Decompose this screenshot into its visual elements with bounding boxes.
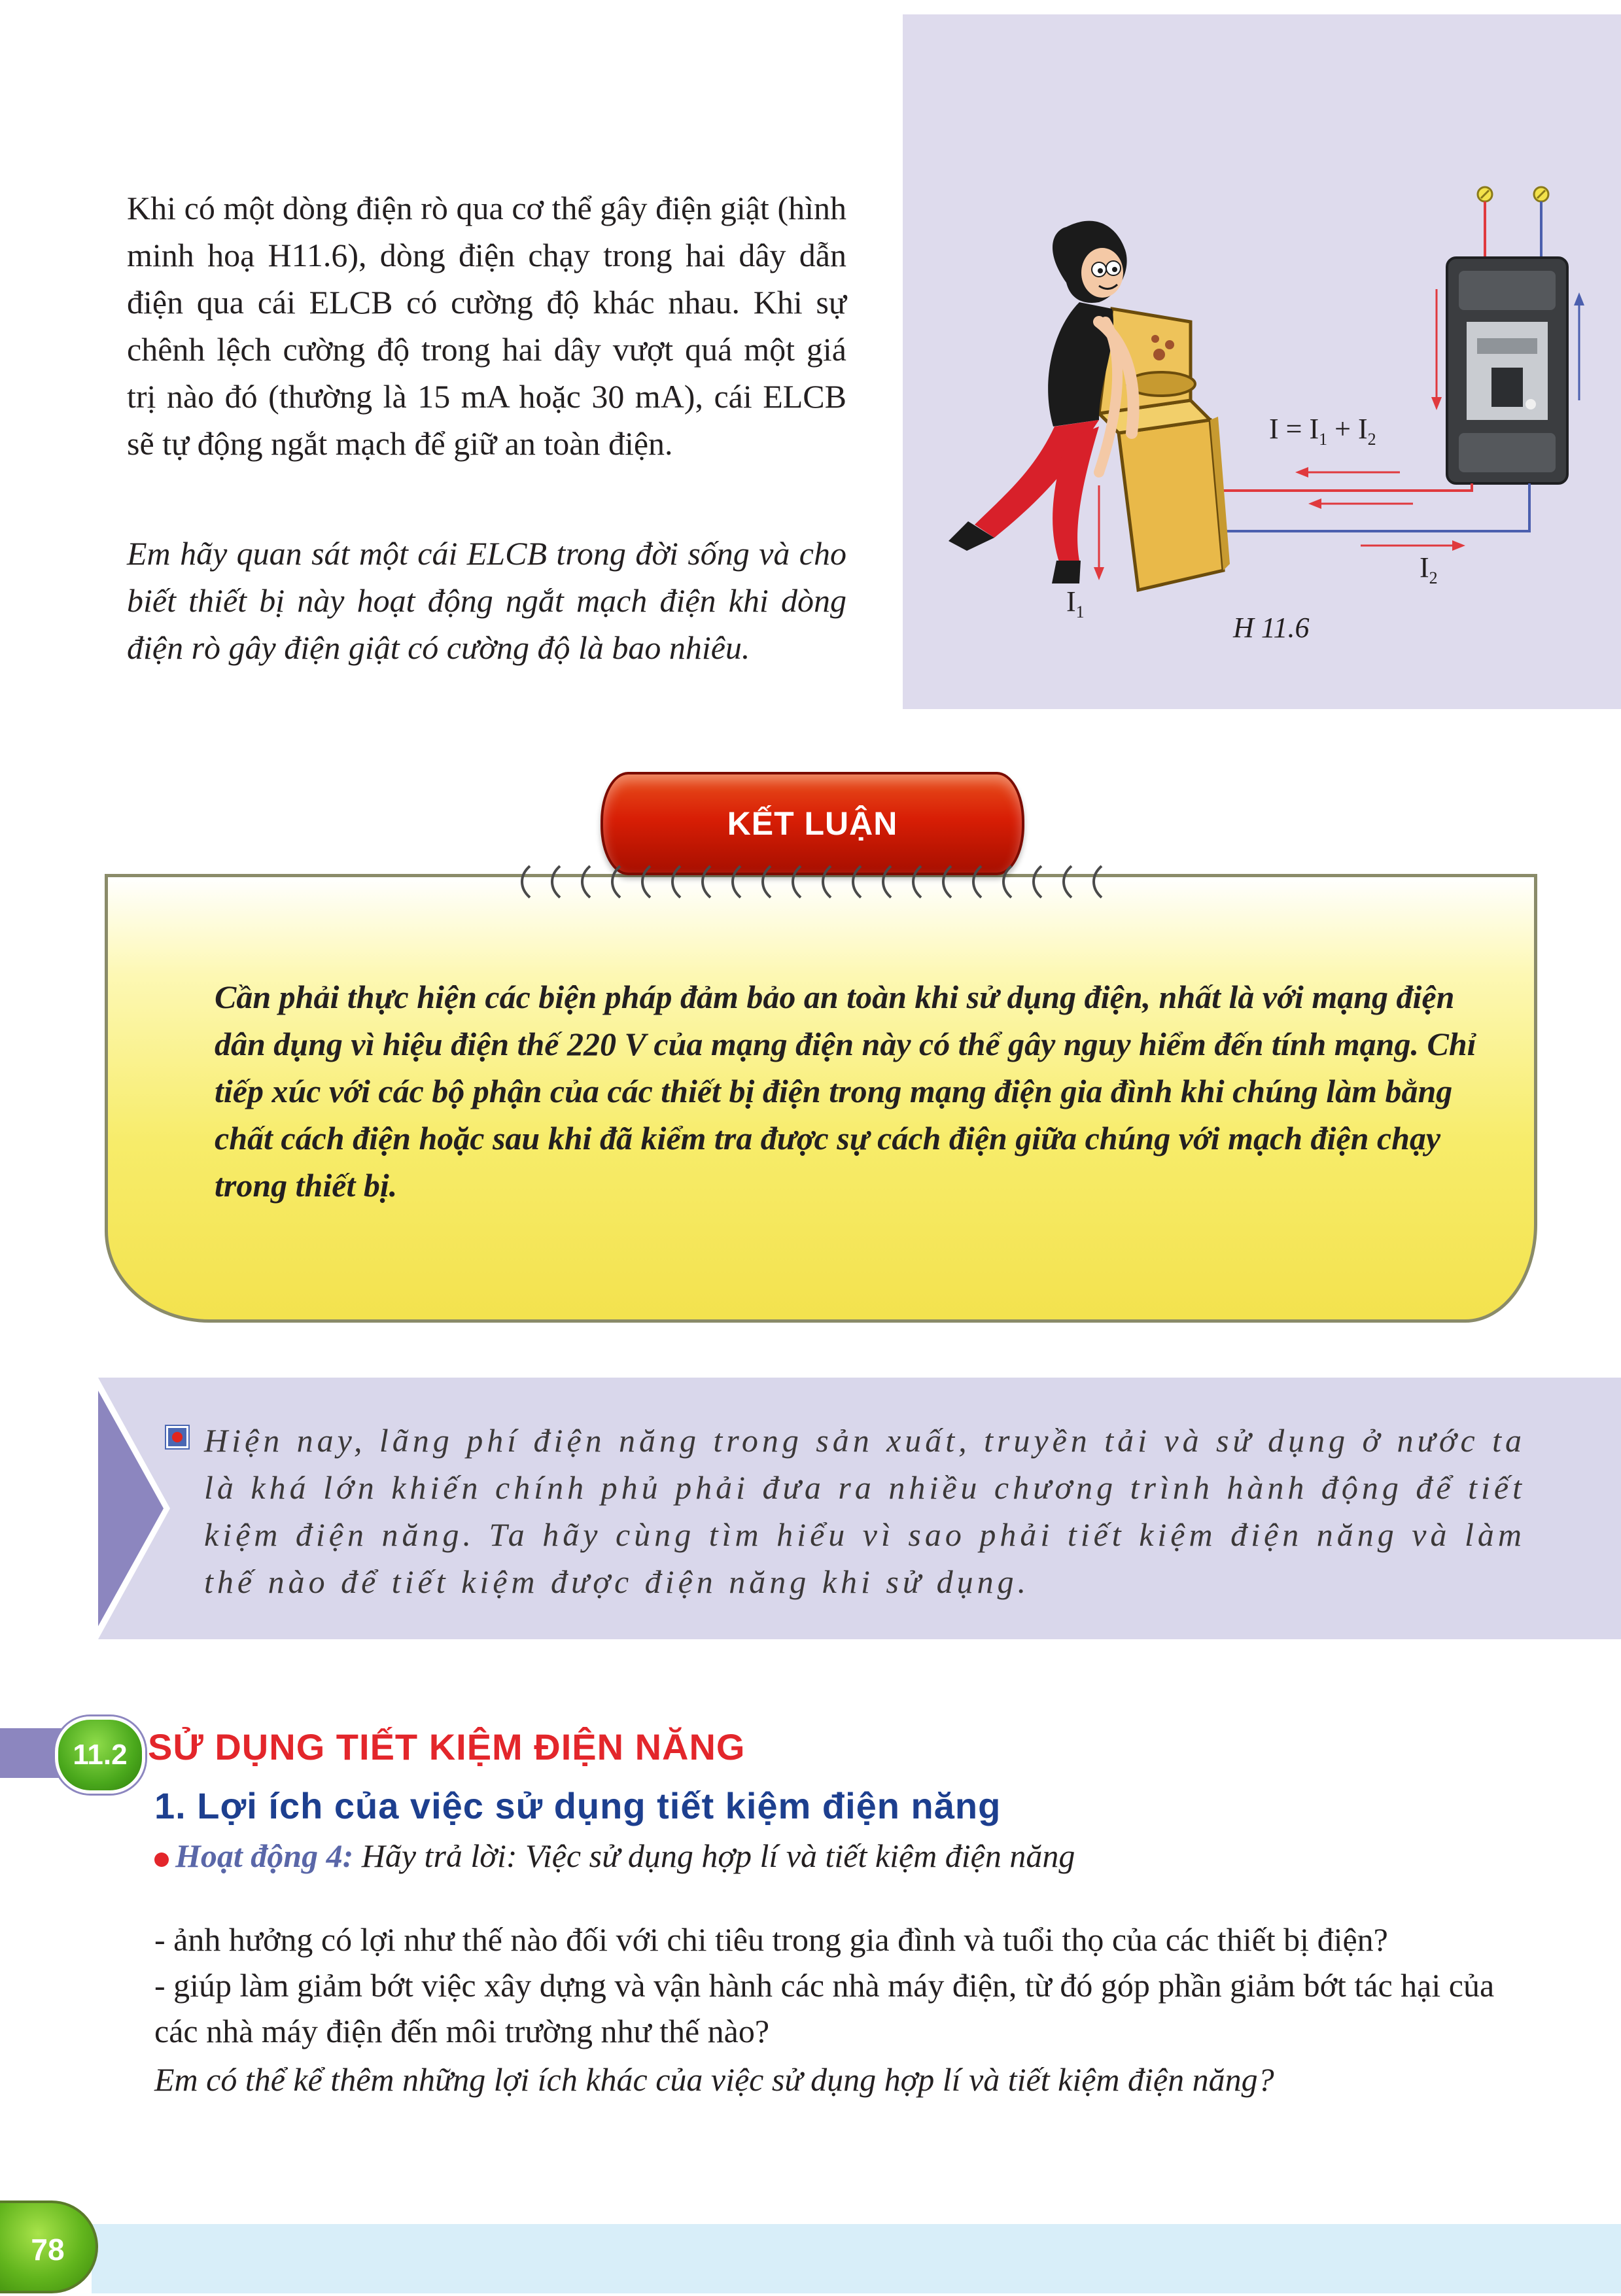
intro-question: Em hãy quan sát một cái ELCB trong đời sống và cho biết thiết bị này hoạt động ngắt mạch điện khi dòng điện rò gây điện giật có cường độ là bao nhiêu. — [127, 535, 846, 666]
terminal-top-left-icon — [1478, 187, 1492, 201]
spiral-binding-icon — [517, 862, 1119, 901]
wire-red-bottom — [1210, 483, 1472, 491]
info-text: Hiện nay, lãng phí điện năng trong sản xuất, truyền tải và sử dụng ở nước ta là khá lớn khiến chính phủ phải đưa ra nhiều chương trình hành động để tiết kiệm điện năng. Ta hãy cùng tìm hiểu vì sao phải tiết kiệm điện năng và làm thế nào để tiết kiệm được điện năng khi sử dụng. — [204, 1422, 1525, 1600]
question-bullet-2: - giúp làm giảm bớt việc xây dựng và vận hành các nhà máy điện, từ đó góp phần giảm bớt tác hại của các nhà máy điện đến môi trường như thế nào? — [154, 1967, 1495, 2049]
elcb-illustration — [903, 14, 1621, 709]
terminal-top-right-icon — [1534, 187, 1548, 201]
conclusion-text: Cần phải thực hiện các biện pháp đảm bảo an toàn khi sử dụng điện, nhất là với mạng điện dân dụng vì hiệu điện thế 220 V của mạng điện này có thể gây nguy hiểm đến tính mạng. Chỉ tiếp xúc với các bộ phận của các thiết bị điện trong mạng điện gia đình khi chúng làm bằng chất cách điện hoặc sau khi đã kiểm tra được sự cách điện giữa chúng với mạch điện chạy trong thiết bị. — [215, 979, 1476, 1204]
banner-arrow-notch — [98, 1378, 196, 1639]
section-title: SỬ DỤNG TIẾT KIỆM ĐIỆN NĂNG — [148, 1726, 746, 1767]
elcb-breaker-icon — [1447, 258, 1567, 483]
question-bullet-1: - ảnh hưởng có lợi như thế nào đối với chi tiêu trong gia đình và tuổi thọ của các thiết bị điện? — [154, 1921, 1388, 1958]
label-i1: $I_1$ — [1066, 585, 1085, 621]
activity-line — [154, 1837, 1075, 1875]
page-number: 78 — [0, 2200, 98, 2293]
figure-caption: H 11.6 — [1233, 612, 1310, 644]
formula-label: $I = I_1 + I_2$ — [1269, 413, 1376, 449]
label-i2: $I_2$ — [1420, 551, 1438, 587]
info-bullet-icon — [166, 1426, 188, 1448]
subsection-title: 1. Lợi ích của việc sử dụng tiết kiệm điện năng — [154, 1785, 1002, 1826]
activity-dot-icon — [154, 1852, 169, 1867]
activity-prompt: Hãy trả lời: Việc sử dụng hợp lí và tiết kiệm điện năng — [353, 1837, 1075, 1874]
section-number-badge: 11.2 — [55, 1716, 145, 1794]
current-arrows-icon — [1295, 467, 1465, 551]
intro-paragraph: Khi có một dòng điện rò qua cơ thể gây điện giật (hình minh hoạ H11.6), dòng điện chạy trong hai dây dẫn điện qua cái ELCB có cường độ khác nhau. Khi sự chênh lệch cường độ trong hai dây vượt quá một giá trị nào đó (thường là 15 mA hoặc 30 mA), cái ELCB sẽ tự động ngắt mạch để giữ an toàn điện. — [127, 190, 846, 462]
conclusion-title: KẾT LUẬN — [601, 772, 1024, 875]
figure-h11-6 — [903, 14, 1621, 709]
closing-question: Em có thể kể thêm những lợi ích khác của việc sử dụng hợp lí và tiết kiệm điện năng? — [154, 2061, 1274, 2098]
activity-label: Hoạt động 4: — [175, 1837, 354, 1874]
footer-bar — [92, 2224, 1621, 2293]
